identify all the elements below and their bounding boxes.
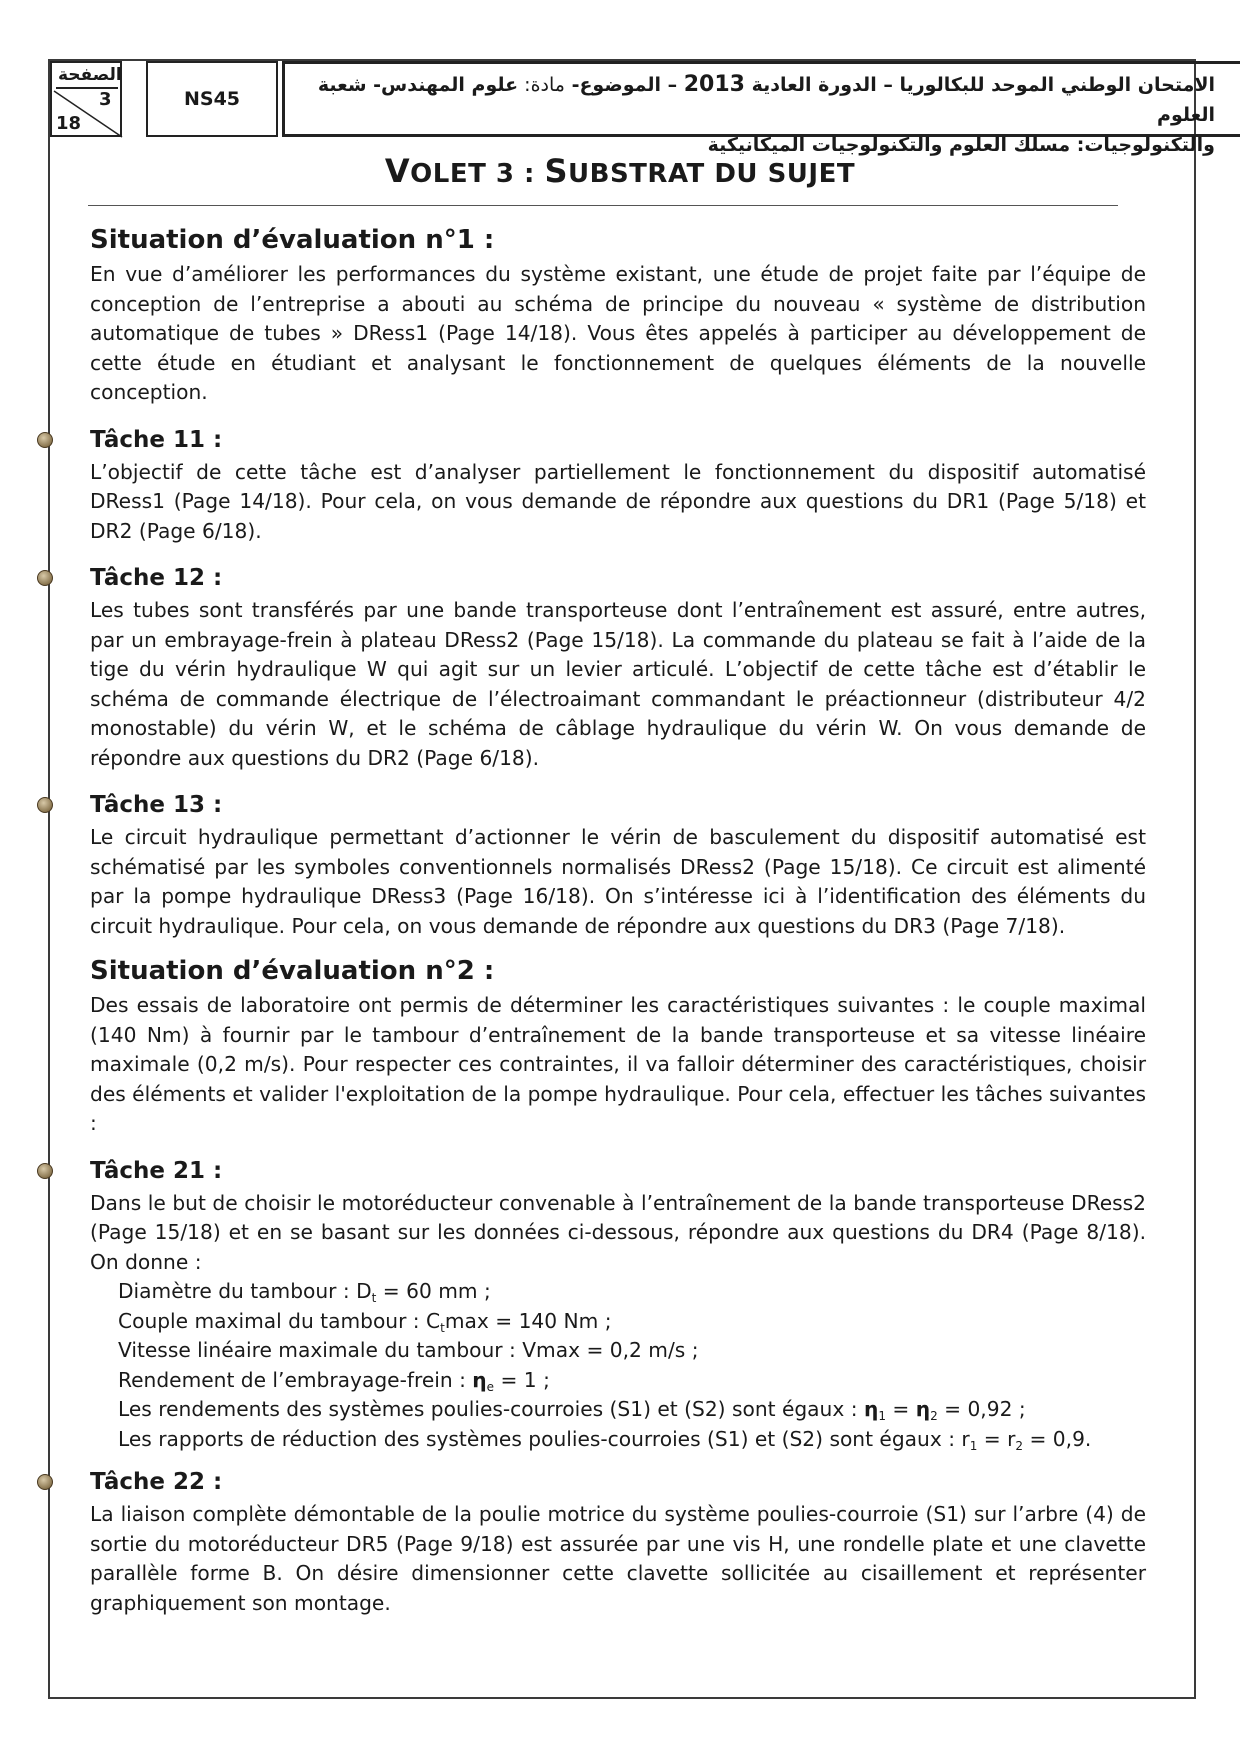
exam-title-part-a: الامتحان الوطني الموحد للبكالوريا – — [876, 74, 1215, 96]
task-11 — [90, 422, 1146, 547]
situation-2-text: Des essais de laboratoire ont permis de déterminer les caractéristiques suivantes : le couple maximal (140 Nm) à fournir par le tambour d’entraînement de la bande transporteuse et sa vitesse linéaire maximale (0,2 m/s). Pour respecter ces contraintes, il va falloir déterminer des caractéristiques, choisir des éléments et valider l'exploitation de la pompe hydraulique. Pour cela, effectuer les tâches suivantes : — [90, 993, 1146, 1135]
page-current: 3 — [99, 89, 112, 110]
task-22-text: La liaison complète démontable de la poulie motrice du système poulies-courroie (S1) sur l’arbre (4) de sortie du motoréducteur DR5 (Page 9/18) est assurée par une vis H, une rondelle plate et une clavette parallèle forme B. On désire dimensionner cette clavette sollicitée au cisaillement et représenter graphiquement son montage. — [90, 1502, 1146, 1615]
situation-2-heading: Situation d’évaluation n°2 : — [90, 956, 495, 986]
title-initial-s: S — [544, 152, 569, 190]
task-22-heading: Tâche 22 : — [90, 1469, 223, 1495]
task-21 — [90, 1153, 1146, 1455]
task-12-heading: Tâche 12 : — [90, 565, 223, 591]
document-body — [90, 220, 1146, 1618]
title-initial-v: V — [384, 152, 411, 190]
title-part-1: OLET 3 : — [410, 159, 545, 189]
task-13-heading: Tâche 13 : — [90, 792, 223, 818]
page-title — [0, 152, 1240, 190]
given-data-list — [90, 1277, 1146, 1454]
task-11-heading: Tâche 11 : — [90, 426, 223, 453]
given-max-speed: Vitesse linéaire maximale du tambour : Vmax = 0,2 m/s ; — [118, 1338, 699, 1362]
title-rule — [88, 205, 1118, 206]
task-12 — [90, 560, 1146, 773]
page-number-box — [50, 61, 122, 137]
bullet-icon — [37, 1163, 53, 1179]
exam-title-line-1 — [295, 70, 1215, 130]
exam-title-line-2: والتكنولوجيات: مسلك العلوم والتكنولوجيات الميكانيكية — [707, 134, 1215, 156]
situation-1-text: En vue d’améliorer les performances du système existant, une étude de projet faite par l’équipe de conception de l’entreprise a abouti au schéma de principe du nouveau « système de distribution automatique de tubes » DRess1 (Page 14/18). Vous êtes appelés à participer au développement de cette étude en étudiant et analysant le fonctionnement de quelques éléments de la nouvelle conception. — [90, 262, 1146, 404]
bullet-icon — [37, 432, 53, 448]
task-12-text: Les tubes sont transférés par une bande transporteuse dont l’entraînement est assuré, entre autres, par un embrayage-frein à plateau DRess2 (Page 15/18). La commande du plateau se fait à l’aide de la tige du vérin hydraulique W qui agit sur un levier articulé. L’objectif de cette tâche est d’établir le schéma de commande électrique de l’électroaimant commandant le préactionneur (distributeur 4/2 monostable) du vérin W, et le schéma de câblage hydraulique du vérin W. On vous demande de répondre aux questions du DR2 (Page 6/18). — [90, 598, 1146, 770]
page-label: الصفحة — [58, 65, 122, 85]
title-part-2: UBSTRAT DU SUJET — [568, 159, 856, 189]
task-21-heading: Tâche 21 : — [90, 1157, 223, 1184]
exam-title-part-d: مادة: — [518, 74, 565, 96]
bullet-icon — [37, 570, 53, 586]
given-reduction-ratio: Les rapports de réduction des systèmes poulies-courroies (S1) et (S2) sont égaux : $r_1 = r_2 = 0,9$. — [118, 1426, 1092, 1453]
exam-year: 2013 — [683, 72, 745, 97]
task-21-text: Dans le but de choisir le motoréducteur convenable à l’entraînement de la bande transporteuse DRess2 (Page 15/18) et en se basant sur les données ci-dessous, répondre aux questions du DR4 (Page 8/18). On donne : — [90, 1190, 1146, 1274]
given-belt-efficiency: Les rendements des systèmes poulies-courroies (S1) et (S2) sont égaux : $\eta_1 = \eta_2 = 0,92$ ; — [118, 1397, 1026, 1423]
bullet-icon — [37, 797, 53, 813]
bullet-icon — [37, 1474, 53, 1490]
task-13-text: Le circuit hydraulique permettant d’actionner le vérin de basculement du dispositif automatisé est schématisé par les symboles conventionnels normalisés DRess2 (Page 15/18). Ce circuit est alimenté par la pompe hydraulique DRess3 (Page 16/18). On s’intéresse ici à l’identification des éléments du circuit hydraulique. Pour cela, on vous demande de répondre aux questions du DR3 (Page 7/18). — [90, 825, 1146, 938]
given-drum-diameter: Diamètre du tambour : $D_t = 60$ mm ; — [118, 1279, 491, 1305]
given-max-torque: Couple maximal du tambour : $C_t\max = 140$ Nm ; — [118, 1308, 612, 1335]
task-11-text: L’objectif de cette tâche est d’analyser partiellement le fonctionnement du dispositif automatisé DRess1 (Page 14/18). Pour cela, on vous demande de répondre aux questions du DR1 (Page 5/18) et DR2 (Page 6/18). — [90, 459, 1146, 543]
page-total: 18 — [56, 113, 82, 134]
task-22 — [90, 1464, 1146, 1618]
exam-subject: علوم المهندس- شعبة العلوم — [317, 74, 1215, 126]
given-clutch-efficiency: Rendement de l’embrayage-frein : $\eta_e = 1$ ; — [118, 1367, 550, 1394]
exam-session: الدورة العادية — [751, 74, 877, 96]
exam-title-part-c: – الموضوع- — [564, 74, 684, 96]
exam-header — [50, 61, 1215, 156]
task-13 — [90, 787, 1146, 941]
situation-1-heading: Situation d’évaluation n°1 : — [90, 225, 495, 255]
exam-title-box — [282, 61, 1240, 156]
exam-code: NS45 — [146, 61, 278, 137]
